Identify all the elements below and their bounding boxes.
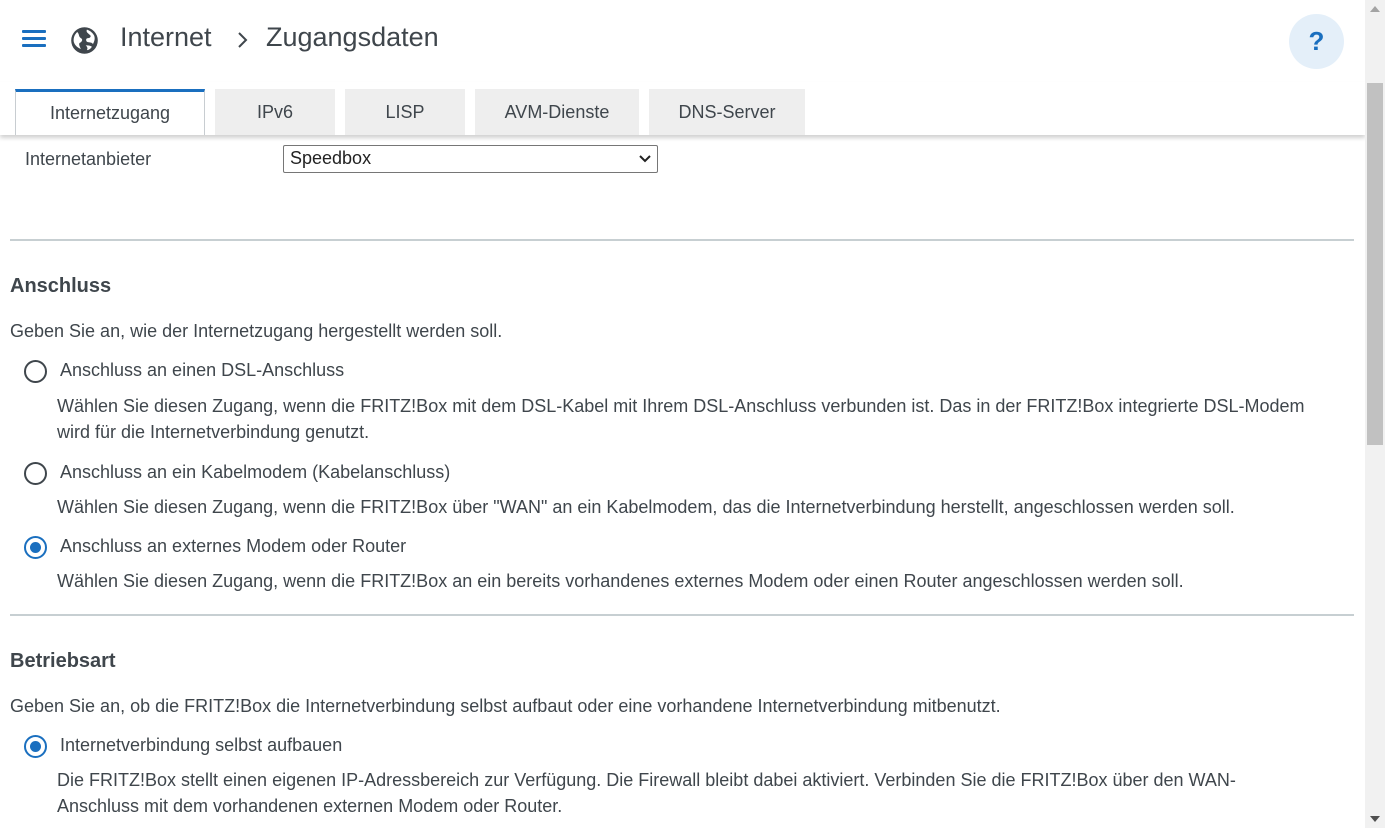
- section-title-anschluss: Anschluss: [10, 275, 112, 297]
- tab-avm-dienste[interactable]: AVM-Dienste: [475, 89, 639, 135]
- tab-internetzugang[interactable]: Internetzugang: [15, 89, 205, 135]
- radio-label[interactable]: Internetverbindung selbst aufbauen: [60, 735, 343, 755]
- divider: [10, 239, 1354, 241]
- radio-description: Wählen Sie diesen Zugang, wenn die FRITZ!Box an ein bereits vorhandenes externes Modem oder einen Router angeschlossen werden soll.: [57, 571, 1184, 591]
- provider-select-value: Speedbox: [290, 148, 372, 168]
- radio-label[interactable]: Anschluss an externes Modem oder Router: [60, 536, 407, 556]
- chevron-right-icon: [236, 30, 250, 50]
- section-title-betriebsart: Betriebsart: [10, 650, 116, 672]
- tab-bar: [0, 82, 1365, 135]
- radio-description: Die FRITZ!Box stellt einen eigenen IP-Adressbereich zur Verfügung. Die Firewall bleibt dabei aktiviert. Verbinden Sie die FRITZ!Box über den WAN-Anschluss mit dem vorhandenen externen Modem oder Router.: [57, 770, 1236, 816]
- scrollbar-thumb[interactable]: [1367, 83, 1383, 445]
- provider-label: Internetanbieter: [25, 149, 152, 169]
- menu-icon[interactable]: [22, 28, 48, 50]
- radio-button-checked[interactable]: [24, 735, 47, 758]
- radio-label[interactable]: Anschluss an einen DSL-Anschluss: [60, 360, 345, 380]
- radio-description: Wählen Sie diesen Zugang, wenn die FRITZ!Box mit dem DSL-Kabel mit Ihrem DSL-Anschluss verbunden ist. Das in der FRITZ!Box integrierte DSL-Modem wird für die Internetverbindung genutzt.: [57, 396, 1305, 442]
- anschluss-intro: Geben Sie an, wie der Internetzugang hergestellt werden soll.: [10, 321, 503, 341]
- radio-button-checked[interactable]: [24, 536, 47, 559]
- header: [0, 0, 1365, 82]
- betriebsart-intro: Geben Sie an, ob die FRITZ!Box die Internetverbindung selbst aufbaut oder eine vorhandene Internetverbindung mitbenutzt.: [10, 696, 1001, 716]
- chevron-down-icon: [639, 155, 651, 163]
- radio-label[interactable]: Anschluss an ein Kabelmodem (Kabelanschluss): [60, 462, 451, 482]
- scrollbar[interactable]: [1365, 0, 1385, 828]
- divider: [10, 614, 1354, 616]
- scroll-up-arrow-icon[interactable]: [1370, 6, 1380, 12]
- provider-select[interactable]: [283, 145, 658, 173]
- globe-icon: [70, 26, 99, 55]
- help-button[interactable]: ?: [1289, 14, 1344, 69]
- scroll-down-arrow-icon[interactable]: [1370, 816, 1380, 822]
- radio-button[interactable]: [24, 462, 47, 485]
- radio-description: Wählen Sie diesen Zugang, wenn die FRITZ!Box über "WAN" an ein Kabelmodem, das die Internetverbindung herstellt, angeschlossen werden soll.: [57, 497, 1235, 517]
- tab-ipv6[interactable]: IPv6: [215, 89, 335, 135]
- radio-button[interactable]: [24, 360, 47, 383]
- breadcrumb-root[interactable]: Internet: [120, 22, 212, 52]
- page-title: Zugangsdaten: [266, 22, 439, 52]
- tab-lisp[interactable]: LISP: [345, 89, 465, 135]
- tab-dns-server[interactable]: DNS-Server: [649, 89, 805, 135]
